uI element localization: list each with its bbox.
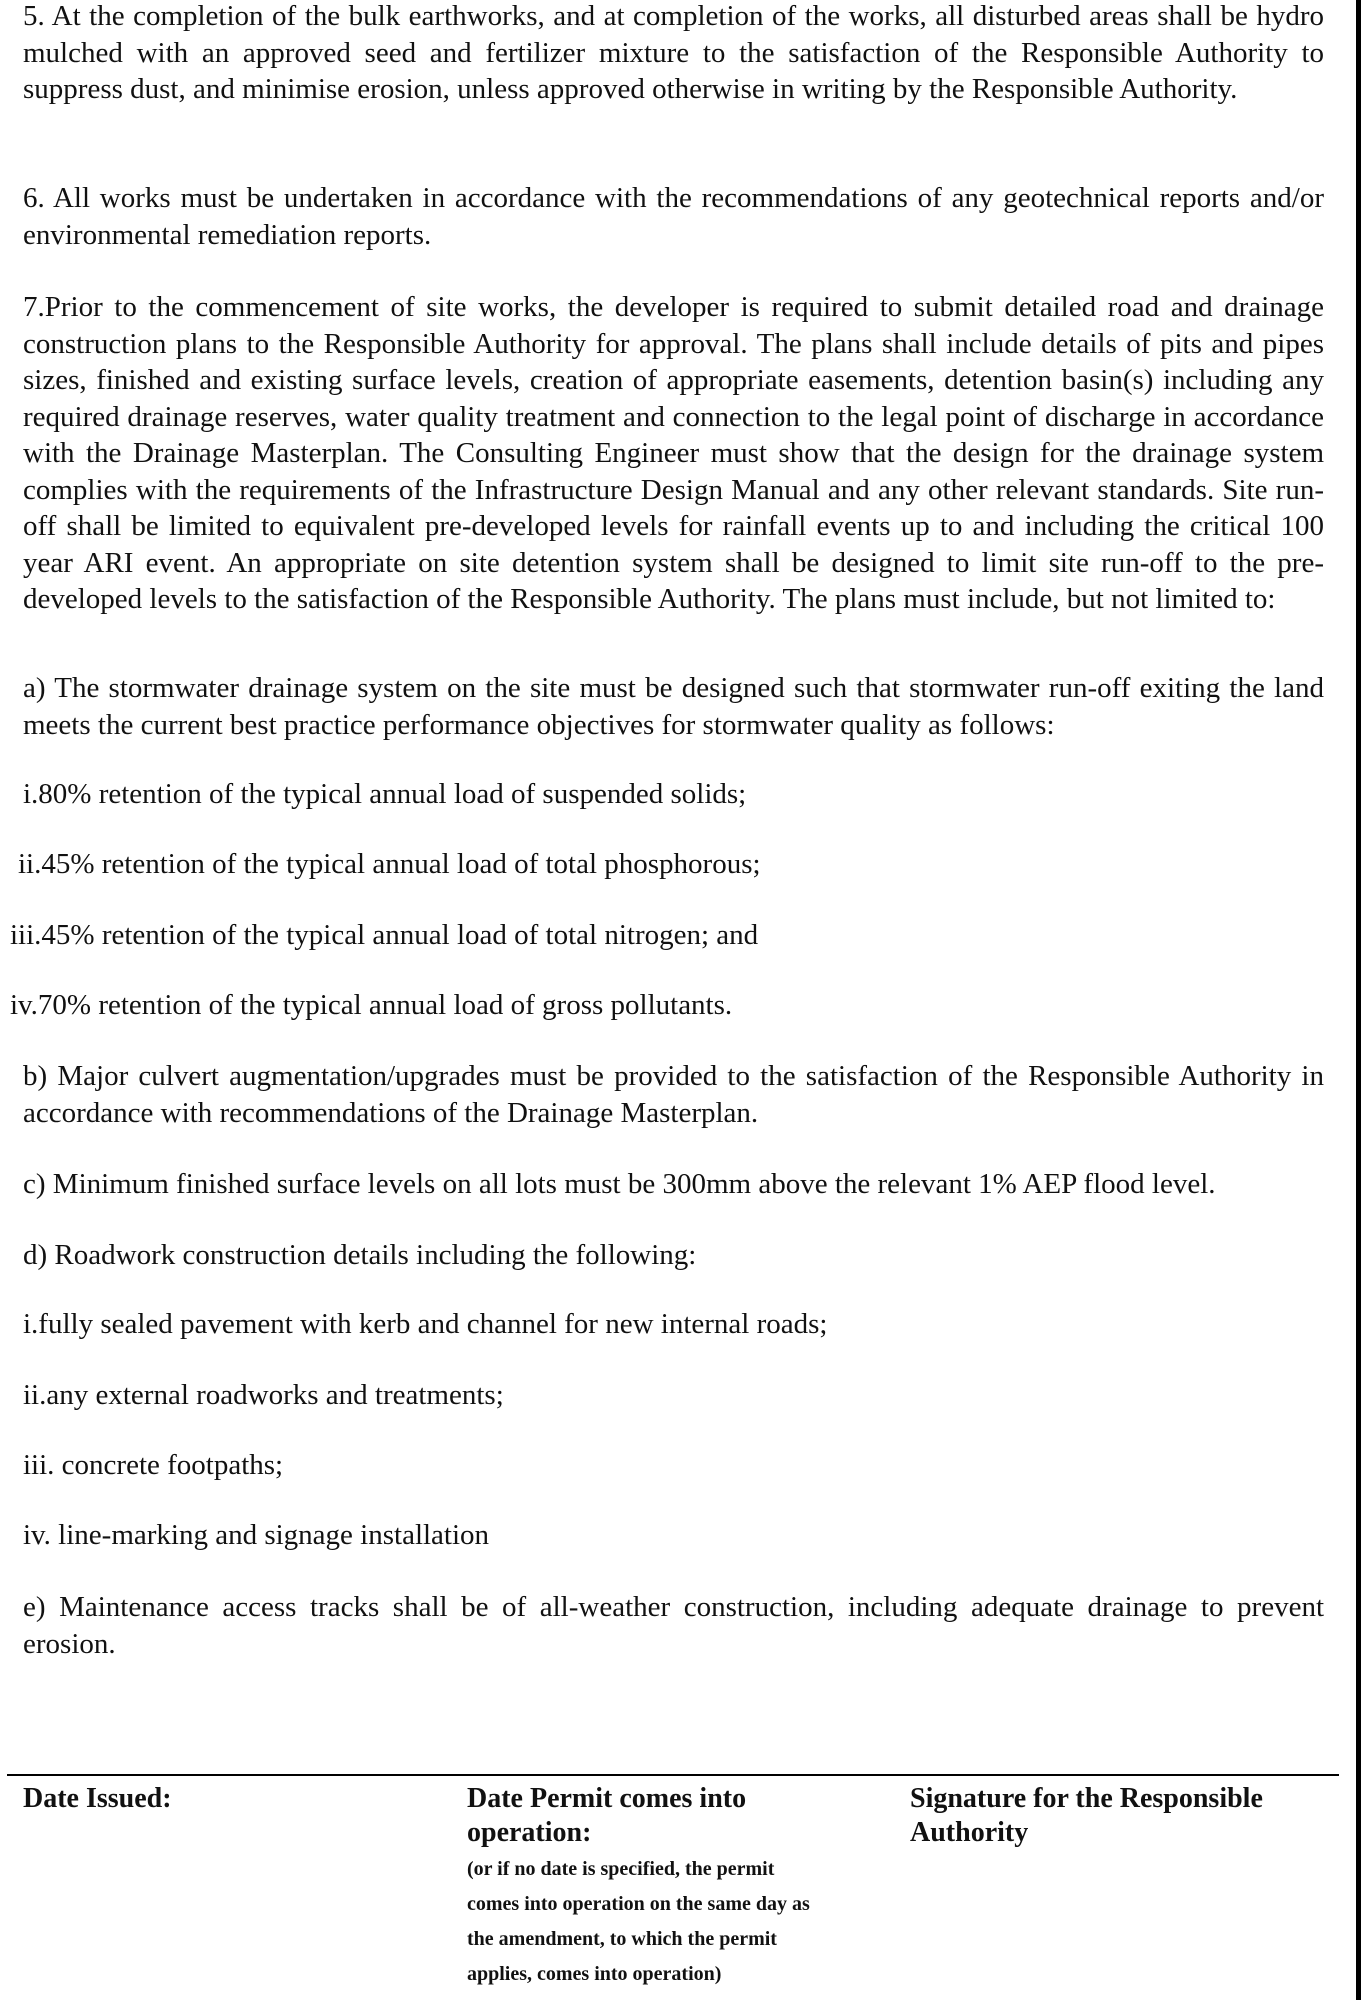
- date-issued-cell: [23, 1776, 443, 1816]
- condition-7a-item-iii: iii.45% retention of the typical annual load of total nitrogen; and: [10, 919, 759, 951]
- condition-7d-item-iv: iv. line-marking and signage installation: [23, 1519, 490, 1551]
- condition-5: 5. At the completion of the bulk earthworks, and at completion of the works, all disturbed areas shall be hydro mulched with an approved seed and fertilizer mixture to the satisfaction of the Responsible Authority to suppress dust, and minimise erosion, unless approved otherwise in writing by the Responsible Authority.: [23, 0, 1324, 105]
- signature-label-line2: Authority: [910, 1817, 1029, 1848]
- signature-label-line1: Signature for the Responsible: [910, 1783, 1263, 1814]
- date-operation-note-line: comes into operation on the same day as: [467, 1893, 810, 1915]
- date-issued-label: Date Issued:: [23, 1783, 172, 1814]
- condition-7d: d) Roadwork construction details including the following:: [23, 1239, 697, 1271]
- condition-7d-item-iii: iii. concrete footpaths;: [23, 1449, 284, 1481]
- condition-7: 7.Prior to the commencement of site works, the developer is required to submit detailed road and drainage construction plans to the Responsible Authority for approval. The plans shall include details of pits and pipes sizes, finished and existing surface levels, creation of appropriate easements, detention basin(s) including any required drainage reserves, water quality treatment and connection to the legal point of discharge in accordance with the Drainage Masterplan. The Consulting Engineer must show that the design for the drainage system complies with the requirements of the Infrastructure Design Manual and any other relevant standards. Site run-off shall be limited to equivalent pre-developed levels for rainfall events up to and including the critical 100 year ARI event. An appropriate on site detention system shall be designed to limit site run-off to the pre-developed levels to the satisfaction of the Responsible Authority. The plans must include, but not limited to:: [23, 291, 1324, 615]
- condition-7d-item-ii: ii.any external roadworks and treatments;: [23, 1379, 504, 1411]
- date-operation-label-line1: Date Permit comes into: [467, 1783, 747, 1814]
- page-right-border: [1356, 0, 1361, 2000]
- condition-7a-item-i: i.80% retention of the typical annual load of suspended solids;: [23, 778, 747, 810]
- signature-cell: [910, 1776, 1330, 1850]
- date-operation-note-line: the amendment, to which the permit: [467, 1928, 777, 1950]
- condition-7e: e) Maintenance access tracks shall be of all-weather construction, including adequate drainage to prevent erosion.: [23, 1591, 1324, 1660]
- date-operation-label-line2: operation:: [467, 1817, 592, 1848]
- condition-7a-item-iv: iv.70% retention of the typical annual load of gross pollutants.: [10, 989, 733, 1021]
- date-operation-note: [467, 1852, 907, 1992]
- condition-7b: b) Major culvert augmentation/upgrades must be provided to the satisfaction of the Responsible Authority in accordance with recommendations of the Drainage Masterplan.: [23, 1060, 1324, 1129]
- condition-6: 6. All works must be undertaken in accordance with the recommendations of any geotechnical reports and/or environmental remediation reports.: [23, 182, 1324, 251]
- signature-label: [910, 1782, 1330, 1850]
- condition-7a: a) The stormwater drainage system on the site must be designed such that stormwater run-off exiting the land meets the current best practice performance objectives for stormwater quality as follows:: [23, 672, 1324, 741]
- date-operation-cell: [467, 1776, 907, 1992]
- date-operation-label: [467, 1782, 907, 1850]
- date-operation-note-line: applies, comes into operation): [467, 1963, 722, 1985]
- condition-7a-item-ii: ii.45% retention of the typical annual load of total phosphorous;: [18, 848, 761, 880]
- permit-signature-table: [7, 1774, 1339, 1985]
- condition-7c: c) Minimum finished surface levels on all lots must be 300mm above the relevant 1% AEP flood level.: [23, 1168, 1216, 1200]
- date-operation-note-line: (or if no date is specified, the permit: [467, 1858, 775, 1880]
- condition-7d-item-i: i.fully sealed pavement with kerb and channel for new internal roads;: [23, 1308, 828, 1340]
